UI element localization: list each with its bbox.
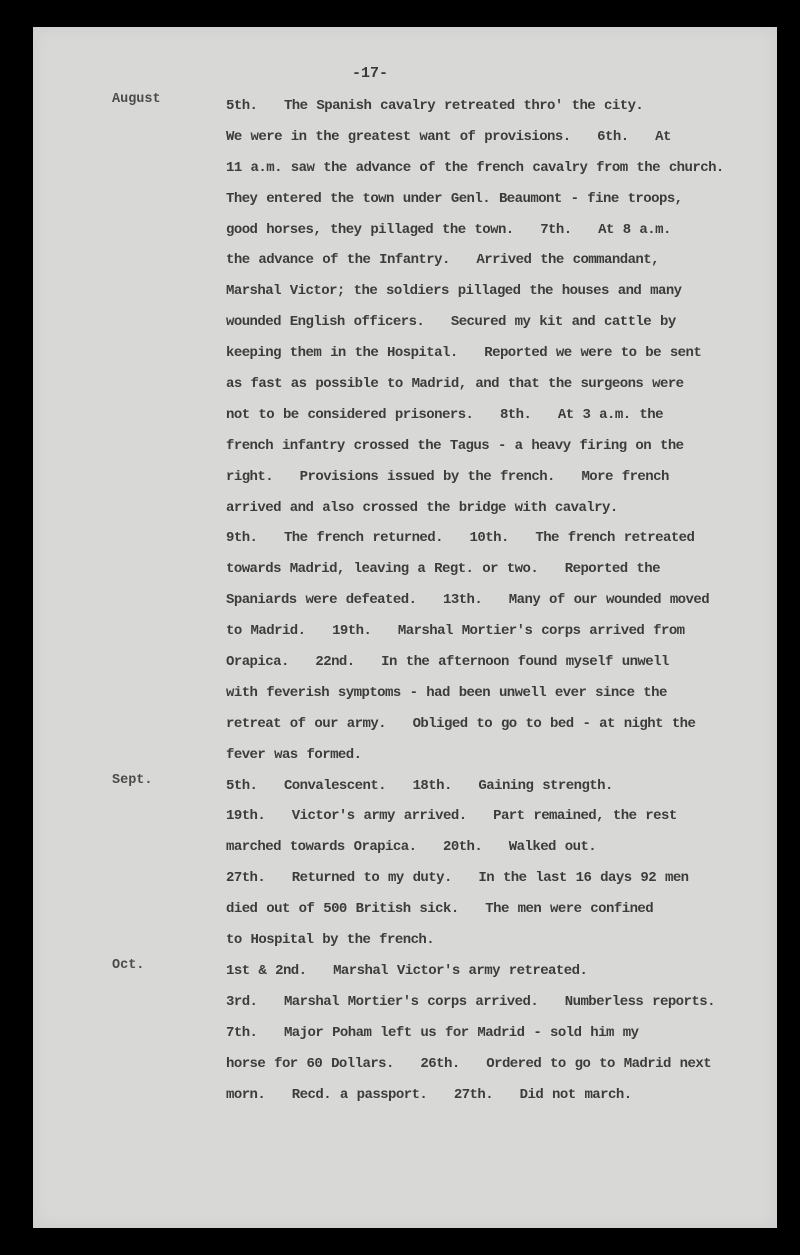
text-line: 9th. The french returned. 10th. The french retreated	[226, 530, 695, 547]
text-line: to Hospital by the french.	[226, 932, 435, 949]
text-line: 5th. Convalescent. 18th. Gaining strength.	[226, 777, 613, 794]
text-line: arrived and also crossed the bridge with cavalry.	[226, 499, 618, 516]
text-line: wounded English officers. Secured my kit and cattle by	[226, 314, 676, 331]
text-line: 19th. Victor's army arrived. Part remained, the rest	[226, 808, 677, 825]
text-line: 7th. Major Poham left us for Madrid - sold him my	[226, 1024, 639, 1041]
text-line: not to be considered prisoners. 8th. At 3 a.m. the	[226, 406, 663, 423]
margin-label-sept: Sept.	[112, 773, 153, 788]
text-line: 3rd. Marshal Mortier's corps arrived. Numberless reports.	[226, 993, 715, 1010]
typed-text-body	[226, 91, 724, 1110]
text-line: 5th. The Spanish cavalry retreated thro' the city.	[226, 98, 644, 114]
text-line: to Madrid. 19th. Marshal Mortier's corps arrived from	[226, 623, 685, 640]
text-line: retreat of our army. Obliged to go to bed - at night the	[226, 715, 696, 732]
text-line: marched towards Orapica. 20th. Walked out.	[226, 839, 597, 856]
text-line: towards Madrid, leaving a Regt. or two. Reported the	[226, 561, 660, 578]
text-line: fever was formed.	[226, 746, 362, 763]
text-line: as fast as possible to Madrid, and that the surgeons were	[226, 376, 684, 393]
margin-label-oct: Oct.	[112, 958, 145, 973]
text-line: with feverish symptoms - had been unwell ever since the	[226, 684, 667, 701]
text-line: french infantry crossed the Tagus - a heavy firing on the	[226, 437, 684, 454]
margin-label-august: August	[112, 92, 161, 107]
text-line: We were in the greatest want of provisions. 6th. At	[226, 128, 671, 145]
page-number: -17-	[352, 65, 389, 82]
text-line: the advance of the Infantry. Arrived the commandant,	[226, 252, 659, 269]
text-line: Orapica. 22nd. In the afternoon found myself unwell	[226, 654, 669, 671]
text-line: Spaniards were defeated. 13th. Many of our wounded moved	[226, 592, 710, 609]
text-line: 11 a.m. saw the advance of the french cavalry from the church.	[226, 159, 724, 176]
text-line: horse for 60 Dollars. 26th. Ordered to go to Madrid next	[226, 1055, 712, 1072]
text-line: 27th. Returned to my duty. In the last 16 days 92 men	[226, 870, 689, 887]
text-line: They entered the town under Genl. Beaumont - fine troops,	[226, 190, 683, 207]
text-line: keeping them in the Hospital. Reported we were to be sent	[226, 345, 702, 362]
text-line: morn. Recd. a passport. 27th. Did not march.	[226, 1086, 632, 1103]
text-line: right. Provisions issued by the french. More french	[226, 468, 669, 485]
text-line: Marshal Victor; the soldiers pillaged the houses and many	[226, 283, 682, 300]
text-line: good horses, they pillaged the town. 7th. At 8 a.m.	[226, 221, 671, 238]
text-line: 1st & 2nd. Marshal Victor's army retreated.	[226, 962, 588, 979]
text-line: died out of 500 British sick. The men were confined	[226, 901, 654, 918]
